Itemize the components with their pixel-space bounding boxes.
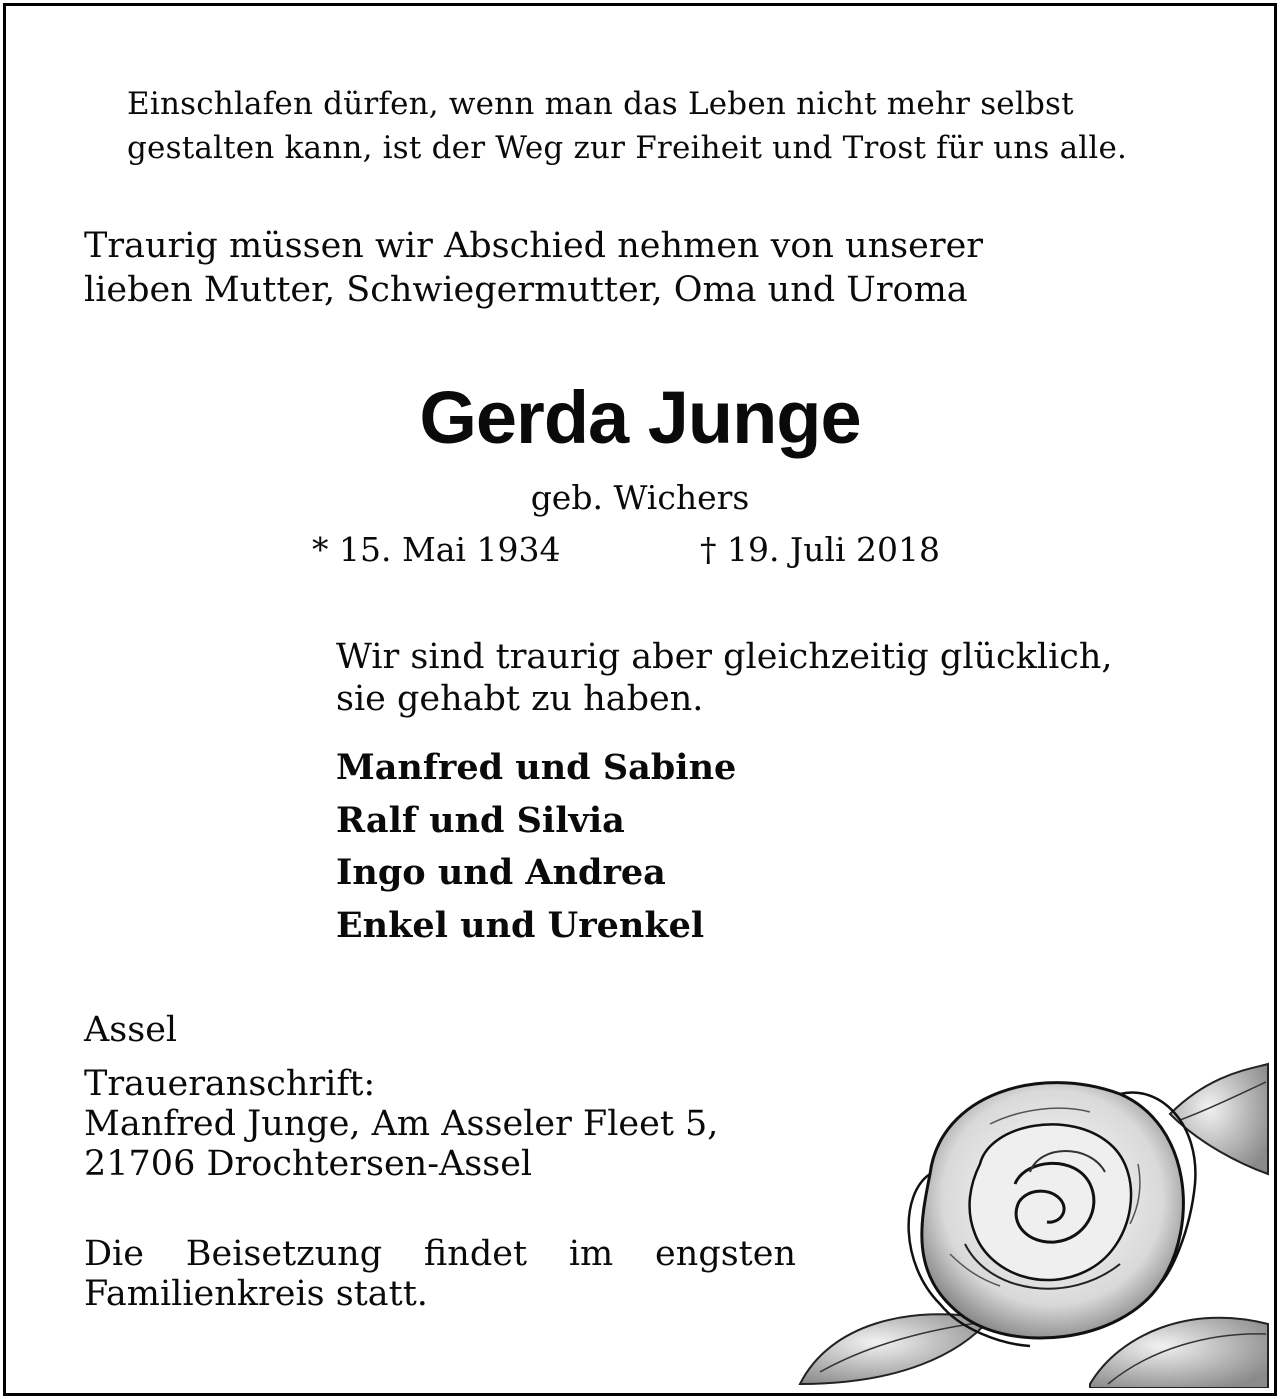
burial-notice [84,1234,796,1314]
motto-line-2: gestalten kann, ist der Weg zur Freiheit und Trost für uns alle. [127,130,1128,166]
intro-text [84,224,983,312]
intro-line-2: lieben Mutter, Schwiegermutter, Oma und Uroma [84,270,968,310]
address-label: Traueranschrift: [84,1064,376,1104]
mourners-list [336,742,736,952]
mourner-name: Ralf und Silvia [336,799,625,841]
quote [336,636,1113,720]
deceased-name: Gerda Junge [419,376,861,459]
quote-line-2: sie gehabt zu haben. [336,679,704,719]
notice-line-2: Familienkreis statt. [84,1274,428,1314]
quote-line-1: Wir sind traurig aber gleichzeitig glücklich, [336,637,1113,677]
notice-line-1: Die Beisetzung findet im engsten [84,1234,796,1274]
birth-date: * 15. Mai 1934 [312,530,561,569]
rose-icon [790,1054,1270,1388]
intro-line-1: Traurig müssen wir Abschied nehmen von unserer [84,226,984,266]
address-line-1: Manfred Junge, Am Asseler Fleet 5, [84,1104,719,1144]
mourner-name: Manfred und Sabine [336,747,737,788]
address-line-2: 21706 Drochtersen-Assel [84,1144,533,1184]
mourner-name: Enkel und Urenkel [336,904,705,946]
death-date: † 19. Juli 2018 [700,530,941,569]
mourner-name: Ingo und Andrea [336,852,666,893]
motto-line-1: Einschlafen dürfen, wenn man das Leben nicht mehr selbst [127,86,1074,122]
motto [127,82,1127,170]
maiden-name: geb. Wichers [530,478,750,517]
place: Assel [84,1010,178,1050]
mourning-address [84,1064,718,1184]
